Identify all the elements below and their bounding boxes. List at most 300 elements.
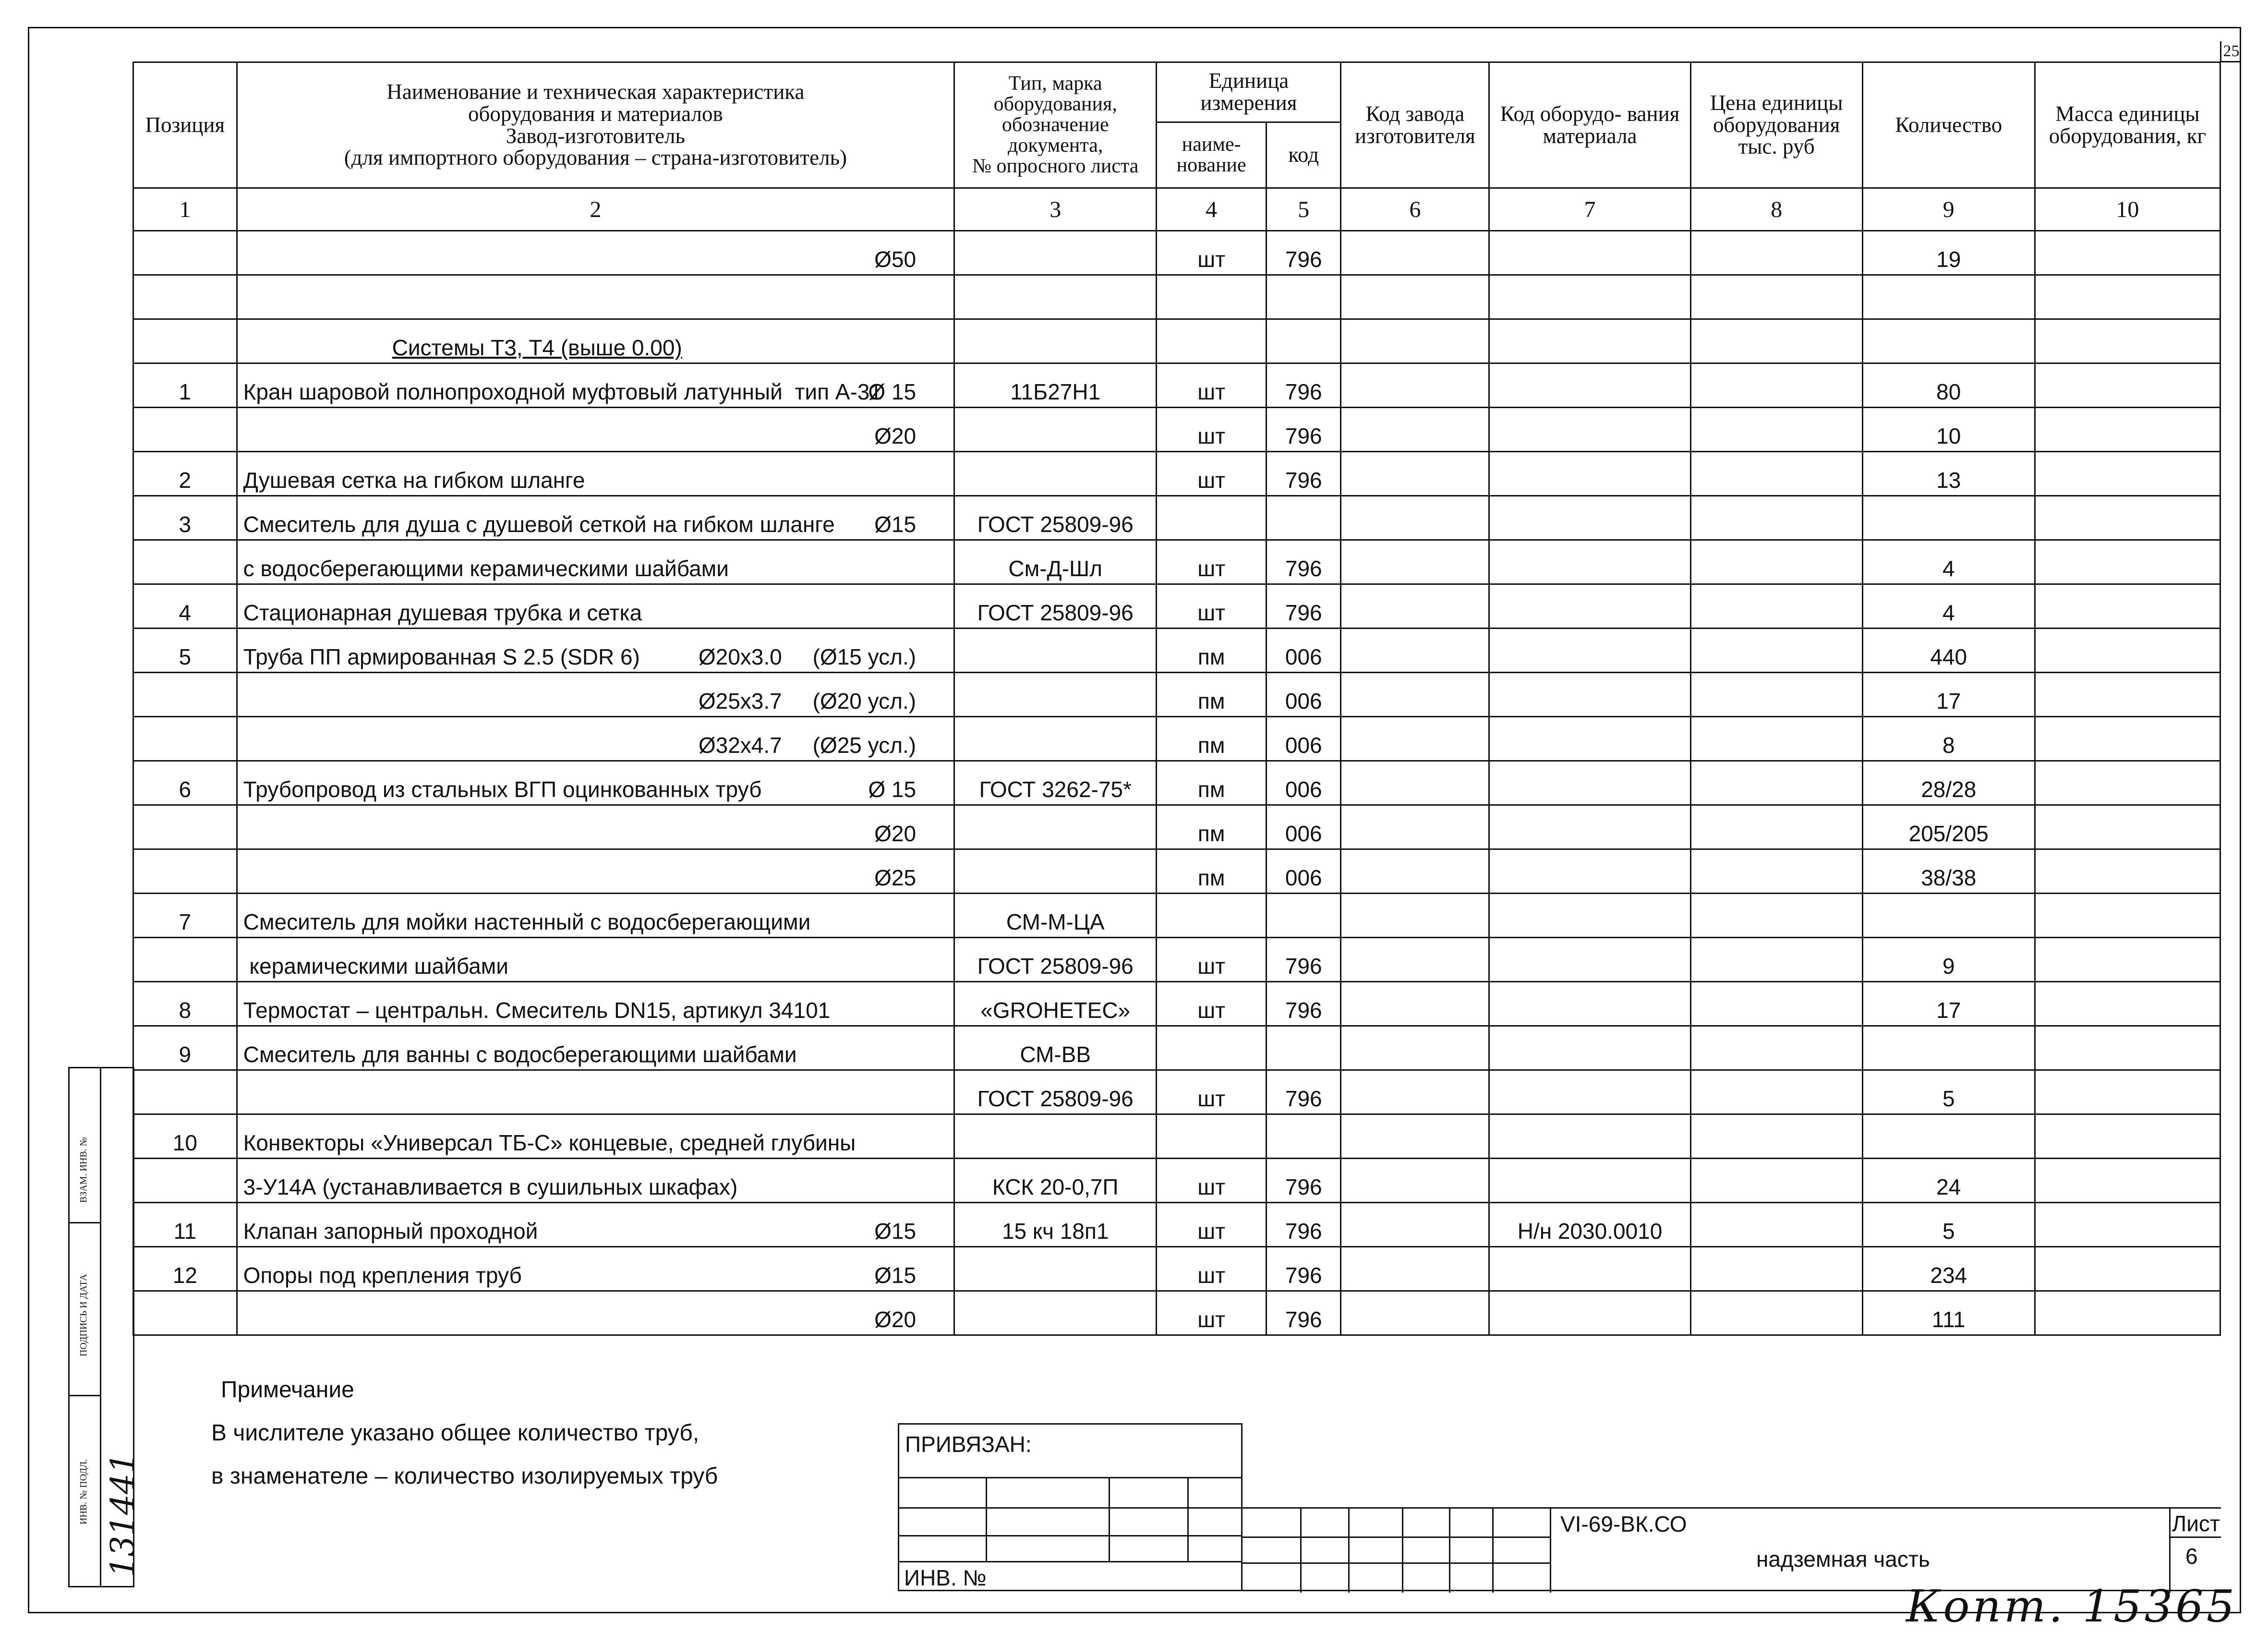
cell-unit-code: 796 [1267,408,1341,452]
cell-price [1690,1203,1862,1247]
cell-name-dimension: Ø25x3.7 (Ø20 усл.) [698,689,917,714]
cell-unit-name: шт [1157,452,1267,496]
table-row [133,452,2220,496]
cell-name-dimension: Ø25 [874,865,917,890]
cell-unit-name: пм [1157,805,1267,849]
cell-factory-code [1341,584,1489,629]
cell-unit-code: 006 [1267,761,1341,805]
cell-name [237,408,954,452]
column-number-5: 5 [1267,188,1341,231]
column-number-3: 3 [954,188,1157,231]
cell-unit-name [1157,1114,1267,1159]
cell-type: «GROHETEC» [954,982,1157,1026]
cell-price [1690,673,1862,717]
cell-name-text: Опоры под крепления труб [243,1263,522,1288]
cell-factory-code [1341,894,1489,938]
cell-factory-code [1341,319,1489,363]
sheet-number: 6 [2185,1544,2198,1569]
side-inv-number-handwritten: 131441 [104,1452,142,1577]
cell-price [1690,629,1862,673]
cell-equipment-code [1489,982,1690,1026]
cell-name [237,849,954,894]
cell-name [237,452,954,496]
table-row [133,408,2220,452]
cell-price [1690,1114,1862,1159]
table-row [133,363,2220,408]
column-number-2: 2 [237,188,954,231]
column-number-7: 7 [1489,188,1690,231]
cell-type: СМ-М-ЦА [954,894,1157,938]
cell-unit-code [1267,319,1341,363]
cell-name-dimension: Ø20 [874,821,917,846]
cell-price [1690,319,1862,363]
cell-mass [2035,629,2220,673]
cell-type [954,275,1157,319]
cell-position: 8 [133,982,237,1026]
cell-name [237,717,954,761]
cell-mass [2035,231,2220,275]
cell-type: 15 кч 18п1 [954,1203,1157,1247]
cell-position [133,1159,237,1203]
table-row [133,1291,2220,1335]
cell-mass [2035,275,2220,319]
cell-position: 11 [133,1203,237,1247]
cell-name-dimension: Ø20 [874,1307,917,1332]
cell-mass [2035,1203,2220,1247]
cell-mass [2035,496,2220,540]
cell-factory-code [1341,1291,1489,1335]
cell-mass [2035,1114,2220,1159]
cell-name [237,1026,954,1070]
cell-factory-code [1341,805,1489,849]
cell-type [954,805,1157,849]
cell-name-text: керамическими шайбами [243,954,508,979]
cell-unit-code: 796 [1267,1291,1341,1335]
notes-title: Примечание [221,1377,354,1403]
table-row [133,1159,2220,1203]
cell-unit-name [1157,319,1267,363]
cell-type [954,629,1157,673]
cell-factory-code [1341,1070,1489,1114]
table-row [133,540,2220,584]
cell-name [237,231,954,275]
cell-mass [2035,363,2220,408]
cell-name-dimension: Ø15 [874,1263,917,1288]
cell-equipment-code [1489,1070,1690,1114]
cell-mass [2035,540,2220,584]
cell-price [1690,1291,1862,1335]
cell-name [237,673,954,717]
cell-price [1690,363,1862,408]
cell-name-text: с водосберегающими керамическими шайбами [243,556,729,581]
cell-unit-code [1267,1026,1341,1070]
cell-position: 2 [133,452,237,496]
table-row [133,275,2220,319]
cell-mass [2035,1291,2220,1335]
cell-price [1690,805,1862,849]
cell-position [133,1291,237,1335]
cell-name [237,761,954,805]
cell-unit-code: 006 [1267,849,1341,894]
cell-unit-name: пм [1157,717,1267,761]
cell-equipment-code [1489,540,1690,584]
cell-equipment-code [1489,1114,1690,1159]
table-row [133,1203,2220,1247]
cell-quantity: 9 [1862,938,2035,982]
cell-price [1690,408,1862,452]
cell-name-text: Труба ПП армированная S 2.5 (SDR 6) [243,644,640,669]
cell-price [1690,761,1862,805]
cell-quantity: 234 [1862,1247,2035,1291]
cell-position [133,938,237,982]
cell-unit-name [1157,1026,1267,1070]
cell-equipment-code [1489,761,1690,805]
cell-type [954,231,1157,275]
header-factory-code: Код завода изготовителя [1341,62,1489,188]
cell-name-dimension: Ø15 [874,1219,917,1244]
document-code: VI-69-ВК.СО [1560,1512,1687,1536]
cell-position [133,275,237,319]
cell-name [237,496,954,540]
cell-mass [2035,1026,2220,1070]
table-row [133,1026,2220,1070]
cell-name-text: Клапан запорный проходной [243,1219,538,1244]
cell-position: 4 [133,584,237,629]
cell-equipment-code [1489,1291,1690,1335]
cell-mass [2035,584,2220,629]
cell-mass [2035,319,2220,363]
cell-unit-name: шт [1157,982,1267,1026]
cell-type: КСК 20-0,7П [954,1159,1157,1203]
cell-factory-code [1341,1026,1489,1070]
cell-unit-code: 796 [1267,1247,1341,1291]
header-position: Позиция [133,62,237,188]
cell-unit-code: 006 [1267,673,1341,717]
cell-unit-name: шт [1157,584,1267,629]
cell-type [954,452,1157,496]
column-number-6: 6 [1341,188,1489,231]
header-unit-name: наиме- нование [1157,122,1267,188]
cell-price [1690,849,1862,894]
column-number-10: 10 [2035,188,2220,231]
cell-position: 5 [133,629,237,673]
cell-unit-name: шт [1157,1070,1267,1114]
cell-name [237,894,954,938]
cell-quantity: 17 [1862,982,2035,1026]
cell-unit-code: 796 [1267,584,1341,629]
cell-name-text: Конвекторы «Универсал ТБ-С» концевые, средней глубины [243,1130,856,1155]
table-row [133,849,2220,894]
cell-name [237,1203,954,1247]
cell-unit-code: 006 [1267,805,1341,849]
cell-type: ГОСТ 25809-96 [954,938,1157,982]
cell-factory-code [1341,673,1489,717]
cell-position: 7 [133,894,237,938]
cell-unit-name: пм [1157,629,1267,673]
cell-unit-code: 796 [1267,231,1341,275]
cell-type [954,717,1157,761]
header-quantity: Количество [1862,62,2035,188]
cell-position: 1 [133,363,237,408]
cell-equipment-code [1489,584,1690,629]
cell-price [1690,894,1862,938]
cell-mass [2035,761,2220,805]
cell-mass [2035,673,2220,717]
cell-unit-name: шт [1157,1247,1267,1291]
cell-equipment-code [1489,673,1690,717]
cell-unit-code [1267,496,1341,540]
bound-label: ПРИВЯЗАН: [905,1432,1032,1457]
cell-quantity: 111 [1862,1291,2035,1335]
cell-price [1690,1026,1862,1070]
cell-quantity: 17 [1862,673,2035,717]
cell-price [1690,452,1862,496]
column-number-1: 1 [133,188,237,231]
notes-line-2: в знаменателе – количество изолируемых труб [211,1464,718,1489]
section-title: Системы Т3, Т4 (выше 0.00) [392,335,682,360]
cell-name-text: Смеситель для душа с душевой сеткой на гибком шланге [243,512,835,537]
table-row [133,496,2220,540]
table-row [133,584,2220,629]
cell-type [954,1247,1157,1291]
cell-name-dimension: Ø50 [874,247,917,272]
cell-quantity [1862,1114,2035,1159]
table-row [133,761,2220,805]
cell-position [133,540,237,584]
cell-quantity [1862,319,2035,363]
side-inv-label: ИНВ. № ПОДЛ. [78,1459,89,1524]
cell-type [954,849,1157,894]
cell-equipment-code [1489,1247,1690,1291]
column-number-8: 8 [1690,188,1862,231]
cell-equipment-code [1489,319,1690,363]
cell-quantity: 38/38 [1862,849,2035,894]
cell-mass [2035,938,2220,982]
cell-name-dimension: Ø20x3.0 (Ø15 усл.) [698,644,917,669]
table-row [133,982,2220,1026]
cell-unit-name: пм [1157,761,1267,805]
cell-factory-code [1341,849,1489,894]
cell-equipment-code [1489,231,1690,275]
cell-factory-code [1341,761,1489,805]
column-number-4: 4 [1157,188,1267,231]
cell-quantity: 19 [1862,231,2035,275]
cell-price [1690,1159,1862,1203]
cell-equipment-code [1489,1159,1690,1203]
cell-name-text: Смеситель для мойки настенный с водосберегающими [243,909,811,934]
cell-unit-code: 796 [1267,938,1341,982]
cell-equipment-code [1489,717,1690,761]
cell-price [1690,938,1862,982]
cell-position [133,1070,237,1114]
cell-name [237,629,954,673]
cell-unit-code: 796 [1267,452,1341,496]
cell-price [1690,584,1862,629]
cell-type: См-Д-Шл [954,540,1157,584]
cell-type: ГОСТ 25809-96 [954,1070,1157,1114]
cell-quantity: 5 [1862,1070,2035,1114]
header-unit-group: Единица измерения [1157,62,1341,122]
cell-type [954,1291,1157,1335]
cell-type: ГОСТ 3262-75* [954,761,1157,805]
cell-unit-name: пм [1157,673,1267,717]
cell-name-dimension: Ø32x4.7 (Ø25 усл.) [698,733,917,758]
table-row [133,1247,2220,1291]
cell-quantity: 4 [1862,540,2035,584]
cell-type [954,673,1157,717]
cell-factory-code [1341,1114,1489,1159]
cell-unit-code: 796 [1267,540,1341,584]
cell-name [237,1159,954,1203]
cell-position: 10 [133,1114,237,1159]
cell-name-dimension: Ø15 [874,512,917,537]
header-equipment-code: Код оборудо- вания материала [1489,62,1690,188]
cell-position: 9 [133,1026,237,1070]
cell-name-text: Кран шаровой полнопроходной муфтовый латунный тип А-31 [243,379,882,404]
bound-grid [898,1478,1243,1591]
cell-unit-name: шт [1157,1291,1267,1335]
cell-equipment-code [1489,1026,1690,1070]
cell-name-dimension: Ø 15 [868,777,917,802]
cell-unit-name [1157,275,1267,319]
cell-factory-code [1341,629,1489,673]
cell-quantity [1862,1026,2035,1070]
cell-unit-code: 796 [1267,982,1341,1026]
cell-type: ГОСТ 25809-96 [954,496,1157,540]
cell-position [133,319,237,363]
cell-factory-code [1341,982,1489,1026]
handwritten-catalog-number: Копт. 15365 [1906,1581,2238,1632]
header-unit-code: код [1267,122,1341,188]
table-row [133,938,2220,982]
cell-quantity: 28/28 [1862,761,2035,805]
cell-name [237,319,954,363]
cell-position: 3 [133,496,237,540]
table-row [133,717,2220,761]
cell-name [237,1247,954,1291]
cell-unit-name [1157,496,1267,540]
cell-type: 11Б27Н1 [954,363,1157,408]
cell-name [237,584,954,629]
cell-quantity: 205/205 [1862,805,2035,849]
cell-position [133,673,237,717]
stamp-main [1243,1507,2221,1591]
cell-unit-name: шт [1157,938,1267,982]
cell-name [237,982,954,1026]
cell-name-text: Смеситель для ванны с водосберегающими шайбами [243,1042,797,1067]
cell-position: 6 [133,761,237,805]
cell-mass [2035,408,2220,452]
cell-type: ГОСТ 25809-96 [954,584,1157,629]
cell-unit-code: 006 [1267,717,1341,761]
cell-name [237,805,954,849]
cell-price [1690,540,1862,584]
cell-unit-code: 796 [1267,363,1341,408]
cell-equipment-code [1489,938,1690,982]
cell-name [237,540,954,584]
table-row [133,1114,2220,1159]
cell-mass [2035,894,2220,938]
cell-quantity: 440 [1862,629,2035,673]
cell-unit-code: 006 [1267,629,1341,673]
cell-name-text: Стационарная душевая трубка и сетка [243,600,642,625]
cell-price [1690,1247,1862,1291]
header-unit-mass: Масса единицы оборудования, кг [2035,62,2220,188]
cell-position [133,805,237,849]
cell-equipment-code [1489,363,1690,408]
cell-name [237,1114,954,1159]
cell-mass [2035,1159,2220,1203]
cell-name [237,1291,954,1335]
cell-name [237,938,954,982]
cell-price [1690,1070,1862,1114]
header-unit-price: Цена единицы оборудования тыс. руб [1690,62,1862,188]
cell-unit-name: шт [1157,231,1267,275]
cell-position [133,717,237,761]
cell-unit-name: шт [1157,363,1267,408]
cell-price [1690,231,1862,275]
cell-factory-code [1341,452,1489,496]
table-row [133,805,2220,849]
cell-quantity [1862,894,2035,938]
cell-mass [2035,452,2220,496]
cell-price [1690,717,1862,761]
header-name: Наименование и техническая характеристика оборудования и материалов Завод-изготовитель (для импортного оборудования – страна-изготовитель) [237,62,954,188]
cell-factory-code [1341,540,1489,584]
cell-mass [2035,1070,2220,1114]
cell-price [1690,496,1862,540]
cell-mass [2035,982,2220,1026]
cell-factory-code [1341,938,1489,982]
sheet-label: Лист [2172,1511,2220,1536]
cell-position [133,408,237,452]
cell-factory-code [1341,408,1489,452]
cell-price [1690,982,1862,1026]
cell-name-text: Термостат – центральн. Смеситель DN15, артикул 34101 [243,998,831,1023]
cell-quantity [1862,275,2035,319]
cell-name-text: Душевая сетка на гибком шланге [243,468,585,493]
cell-quantity: 5 [1862,1203,2035,1247]
cell-unit-name: шт [1157,1159,1267,1203]
cell-quantity: 24 [1862,1159,2035,1203]
cell-unit-code [1267,894,1341,938]
cell-mass [2035,717,2220,761]
cell-unit-name: шт [1157,1203,1267,1247]
cell-position: 12 [133,1247,237,1291]
cell-quantity: 13 [1862,452,2035,496]
cell-mass [2035,805,2220,849]
cell-unit-code: 796 [1267,1159,1341,1203]
cell-factory-code [1341,1247,1489,1291]
cell-unit-name: шт [1157,540,1267,584]
cell-factory-code [1341,1203,1489,1247]
cell-type [954,1114,1157,1159]
cell-equipment-code [1489,849,1690,894]
side-vzam-label: ВЗАМ. ИНВ. № [78,1137,89,1203]
cell-quantity: 10 [1862,408,2035,452]
cell-name [237,363,954,408]
cell-unit-name [1157,894,1267,938]
cell-type: СМ-ВВ [954,1026,1157,1070]
cell-unit-code [1267,275,1341,319]
cell-name-dimension: Ø 15 [868,379,917,404]
cell-type [954,319,1157,363]
cell-factory-code [1341,275,1489,319]
cell-equipment-code [1489,408,1690,452]
cell-unit-name: пм [1157,849,1267,894]
cell-quantity [1862,496,2035,540]
cell-name [237,1070,954,1114]
